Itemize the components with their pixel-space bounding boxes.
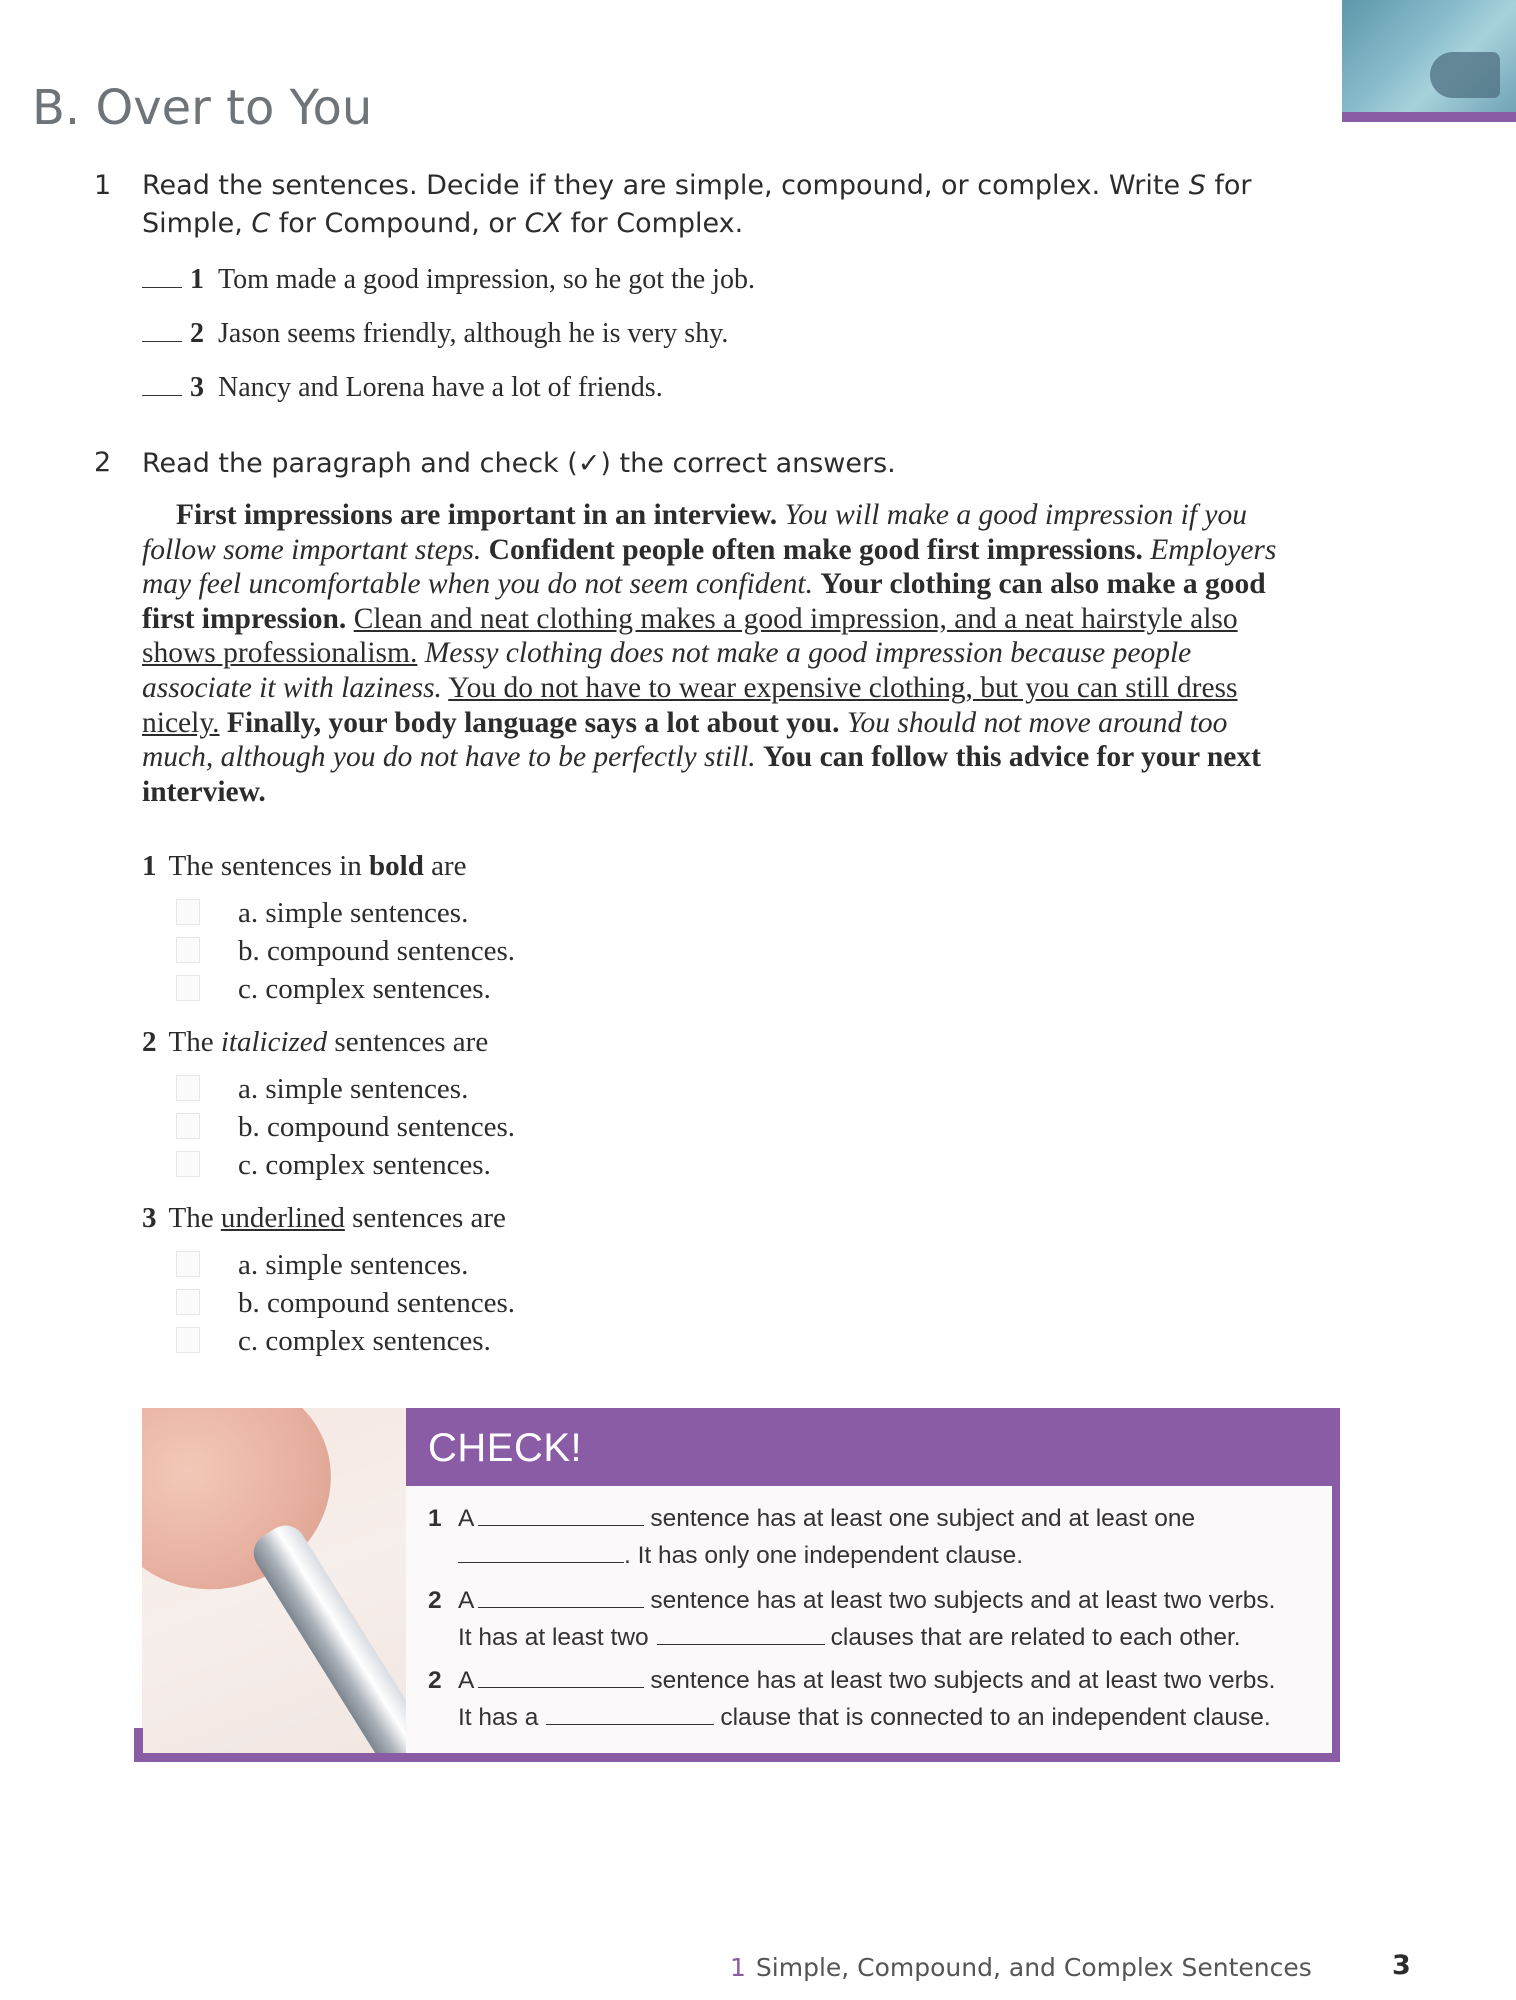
- item-text: Tom made a good impression, so he got the job.: [218, 264, 755, 295]
- answer-blank[interactable]: [546, 1704, 714, 1725]
- exercise-1-item: [142, 316, 728, 352]
- photo-accent-bar: [1342, 112, 1516, 122]
- option-text: c. complex sentences.: [238, 1325, 491, 1357]
- option-text: c. complex sentences.: [238, 973, 491, 1005]
- instruction-text: for Compound, or: [270, 208, 525, 239]
- option-text: b. compound sentences.: [238, 1111, 516, 1143]
- check-line: [458, 1504, 1195, 1534]
- instruction-cx: CX: [524, 208, 562, 239]
- exercise-2-number: 2: [94, 447, 112, 478]
- sub-question-text: The: [168, 1026, 221, 1058]
- italic-sentence: You will make a good impression if you follow some important steps.: [142, 499, 1248, 566]
- checkbox[interactable]: [176, 1251, 200, 1277]
- check-panel: [406, 1408, 1340, 1753]
- checkbox[interactable]: [176, 1327, 200, 1353]
- answer-blank[interactable]: [478, 1587, 644, 1608]
- check-text: A: [458, 1667, 475, 1694]
- instruction-s: S: [1188, 170, 1206, 201]
- check-text: clause that is connected to an independent clause.: [720, 1704, 1271, 1731]
- sub-question-text: sentences are: [344, 1202, 506, 1234]
- checkbox[interactable]: [176, 975, 200, 1001]
- photo-shape: [1430, 52, 1500, 98]
- answer-blank[interactable]: [478, 1505, 644, 1526]
- check-title: CHECK!: [428, 1426, 583, 1470]
- answer-blank[interactable]: [142, 267, 182, 288]
- sub-question-text: sentences are: [327, 1026, 489, 1058]
- exercise-1-item: [142, 370, 663, 406]
- item-text: Jason seems friendly, although he is very shy.: [218, 318, 729, 349]
- sub-question-1: [142, 848, 467, 884]
- underlined-sentence: Clean and neat clothing makes a good impression, and a neat hairstyle also shows professionalism.: [142, 602, 1238, 670]
- sub-question-3: [142, 1200, 506, 1236]
- check-item-number: 2: [428, 1587, 442, 1614]
- checkbox[interactable]: [176, 1151, 200, 1177]
- check-text: A: [458, 1505, 475, 1532]
- checkbox[interactable]: [176, 1289, 200, 1315]
- option-text: a. simple sentences.: [238, 897, 469, 929]
- check-text: sentence has at least two subjects and at least two verbs.: [650, 1587, 1276, 1614]
- answer-blank[interactable]: [142, 375, 182, 396]
- instruction-text: Read the sentences. Decide if they are simple, compound, or complex. Write: [142, 170, 1189, 201]
- option-text: a. simple sentences.: [238, 1073, 469, 1105]
- exercise-1-instruction: [142, 167, 1292, 243]
- check-line: [458, 1586, 1275, 1616]
- instruction-text: for Complex.: [561, 208, 744, 239]
- check-item-number: 2: [428, 1667, 442, 1694]
- instruction-c: C: [251, 208, 271, 239]
- check-line: [458, 1541, 1023, 1571]
- item-number: 1: [190, 264, 204, 295]
- check-line: [458, 1623, 1241, 1653]
- answer-blank[interactable]: [142, 321, 182, 342]
- check-line: [458, 1666, 1275, 1696]
- sub-question-key: bold: [369, 850, 424, 882]
- bold-sentence: First impressions are important in an interview.: [176, 499, 778, 531]
- check-text: It has a: [458, 1704, 539, 1731]
- exercise-1-item: [142, 262, 755, 298]
- corner-photo: [1342, 0, 1516, 122]
- chapter-title: Simple, Compound, and Complex Sentences: [755, 1953, 1312, 1982]
- bold-sentence: Finally, your body language says a lot about you.: [226, 706, 840, 739]
- bold-sentence: You can follow this advice for your next interview.: [142, 741, 1261, 808]
- check-header: [406, 1408, 1332, 1486]
- check-text: sentence has at least one subject and at least one: [650, 1505, 1196, 1532]
- answer-blank[interactable]: [478, 1667, 644, 1688]
- page-number: 3: [1392, 1950, 1411, 1981]
- section-title: B. Over to You: [32, 80, 373, 136]
- option-text: a. simple sentences.: [238, 1249, 469, 1281]
- check-text: clauses that are related to each other.: [830, 1624, 1241, 1651]
- italic-sentence: You should not move around too much, although you do not have to be perfectly still.: [142, 706, 1228, 774]
- check-text: A: [458, 1587, 475, 1614]
- sub-question-key: italicized: [220, 1026, 328, 1058]
- bold-sentence: Your clothing can also make a good first impression.: [142, 568, 1266, 635]
- sub-question-number: 3: [142, 1202, 157, 1234]
- check-item-number: 1: [428, 1505, 442, 1532]
- option-text: c. complex sentences.: [238, 1149, 491, 1181]
- check-text: It has at least two: [458, 1624, 649, 1651]
- answer-blank[interactable]: [458, 1542, 624, 1563]
- checkbox[interactable]: [176, 937, 200, 963]
- option-text: b. compound sentences.: [238, 1287, 516, 1319]
- answer-blank[interactable]: [657, 1624, 825, 1645]
- exercise-1-number: 1: [94, 170, 112, 201]
- checkbox[interactable]: [176, 899, 200, 925]
- sub-question-number: 2: [142, 1026, 157, 1058]
- item-number: 2: [190, 318, 204, 349]
- page-footer: [730, 1953, 1312, 1982]
- sub-question-text: are: [423, 850, 467, 882]
- instruction-text: for Simple,: [142, 170, 1252, 239]
- bold-sentence: Confident people often make good first impressions.: [488, 533, 1143, 566]
- check-box: [134, 1408, 1340, 1762]
- sub-question-key: underlined: [220, 1202, 345, 1234]
- check-accent-bar: [134, 1753, 1340, 1762]
- item-text: Nancy and Lorena have a lot of friends.: [218, 372, 663, 403]
- italic-sentence: Employers may feel uncomfortable when you do not seem confident.: [142, 533, 1277, 601]
- reading-paragraph: [142, 498, 1280, 809]
- item-number: 3: [190, 372, 204, 403]
- sub-question-text: The: [168, 1202, 221, 1234]
- sub-question-text: The sentences in: [168, 850, 370, 882]
- chapter-number: 1: [730, 1953, 746, 1982]
- check-text: . It has only one independent clause.: [624, 1542, 1024, 1569]
- sub-question-2: [142, 1024, 488, 1060]
- exercise-2-instruction: Read the paragraph and check (✓) the correct answers.: [142, 448, 896, 479]
- underlined-sentence: You do not have to wear expensive clothing, but you can still dress nicely.: [142, 671, 1238, 739]
- checkbox[interactable]: [176, 1075, 200, 1101]
- checkbox[interactable]: [176, 1113, 200, 1139]
- check-line: [458, 1703, 1271, 1733]
- sub-question-number: 1: [142, 850, 157, 882]
- italic-sentence: Messy clothing does not make a good impression because people associate it with laziness.: [142, 637, 1192, 704]
- option-text: b. compound sentences.: [238, 935, 516, 967]
- check-text: sentence has at least two subjects and at least two verbs.: [650, 1667, 1276, 1694]
